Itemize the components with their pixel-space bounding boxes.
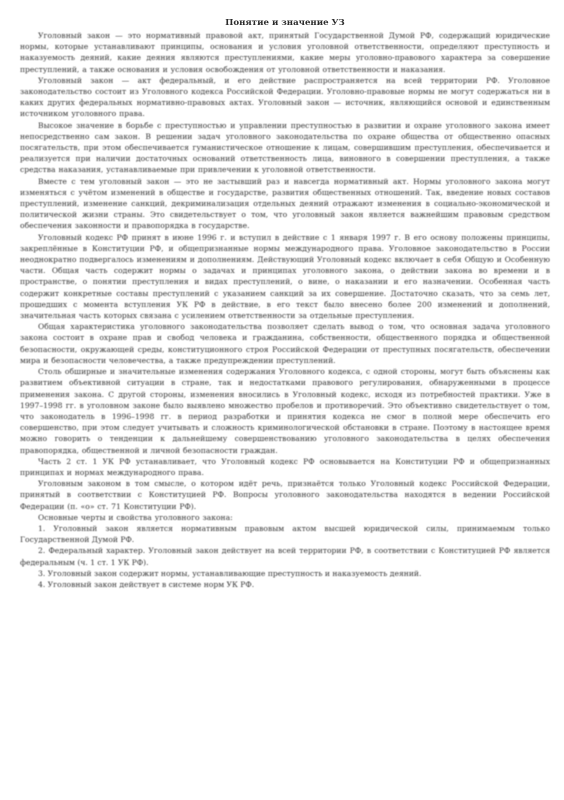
paragraph-7: Столь обширные и значительные изменения содержания Уголовного кодекса, с одной стороны, могут быть объяснены как развитием объективной ситуации в стране, так и недостатками правового регулирования, обнаруженными в процессе применения закона. С другой стороны, изменения вносились в Уголовный кодекс, исходя из потребностей практики. Уже в 1997–1998 гг. в уголовном законе было выявлено множество пробелов и противоречий. Это объективно свидетельствует о том, что законодатель в 1996–1998 гг. в период разработки и принятия кодекса не смог в полной мере обеспечить его совершенство, при этом следует учитывать и сложность криминологической обстановки в стране. Поэтому в настоящее время можно говорить о тенденции к дальнейшему совершенствованию уголовного законодательства в целях обеспечения правопорядка, общественной и личной безопасности граждан. [20, 367, 550, 455]
list-item-4: 4. Уголовный закон действует в системе норм УК РФ. [38, 579, 255, 589]
list-item-2: 2. Федеральный характер. Уголовный закон действует на всей территории РФ, в соответствии с Конституцией РФ является федеральным (ч. 1 ст. 1 УК РФ). [20, 546, 550, 567]
paragraph-4: Вместе с тем уголовный закон — это не застывший раз и навсегда нормативный акт. Нормы уголовного закона могут изменяться с учётом изменений в обществе и государстве, развития общественных отношений. Так, введение новых составов преступлений, изменение санкций, декриминализация отдельных деяний отражают изменения в социально-экономической и политической жизни страны. Это свидетельствует о том, что уголовный закон является важнейшим правовым средством обеспечения законности и правопорядка в государстве. [20, 176, 550, 231]
paragraph-1: Уголовный закон — это нормативный правовой акт, принятый Государственной Думой РФ, содержащий юридические нормы, которые устанавливают принципы, основания и условия уголовной ответственности, определяют преступность и наказуемость деяний, какие деяния являются преступлениями, какие меры уголовно-правового характера за совершение преступлений, а также основания и условия освобождения от уголовной ответственности и наказания. [20, 31, 550, 74]
document-title: Понятие и значение УЗ [225, 18, 345, 28]
list-item-1: 1. Уголовный закон является нормативным правовым актом высшей юридической силы, принимаемым только Государственной Думой РФ. [20, 523, 550, 545]
paragraph-3: Высокое значение в борьбе с преступностью и управлении преступностью в развитии и охране уголовного закона имеет непосредственно сам закон. В решении задач уголовного законодательства по охране общества от общественно опасных посягательств, при этом обеспечивается гуманистическое отношение к лицам, совершившим преступления, обеспечивается и реализуется при наличии достаточных оснований ответственность лица, виновного в совершении преступления, а также средства наказания, устанавливаемые при привлечении к уголовной ответственности. [20, 120, 550, 175]
paragraph-9: Уголовным законом в том смысле, о котором идёт речь, признаётся только Уголовный кодекс Российской Федерации, принятый в соответствии с Конституцией РФ. Вопросы уголовного законодательства находятся в ведении Российской Федерации (п. «о» ст. 71 Конституции РФ). [20, 479, 550, 511]
paragraph-10: Основные черты и свойства уголовного закона: [38, 512, 233, 522]
paragraph-8: Часть 2 ст. 1 УК РФ устанавливает, что Уголовный кодекс РФ основывается на Конституции РФ и общепризнанных принципах и нормах международного права. [20, 456, 550, 477]
paragraph-6: Общая характеристика уголовного законодательства позволяет сделать вывод о том, что основная задача уголовного закона состоит в охране прав и свобод человека и гражданина, собственности, общественного порядка и общественной безопасности, окружающей среды, конституционного строя Российской Федерации от преступных посягательств, обеспечении мира и безопасности человечества, а также предупреждении преступлений. [20, 322, 550, 365]
list-item-3: 3. Уголовный закон содержит нормы, устанавливающие преступность и наказуемость деяний. [38, 568, 422, 578]
paragraph-5: Уголовный кодекс РФ принят в июне 1996 г. и вступил в действие с 1 января 1997 г. В его основу положены принципы, закреплённые в Конституции РФ, и общепризнанные нормы международного права. Уголовное законодательство в России неоднократно подвергалось изменениям и дополнениям. Действующий Уголовный кодекс включает в себя Общую и Особенную части. Общая часть содержит нормы о задачах и принципах уголовного закона, о действии закона во времени и в пространстве, о понятии преступления и видах преступлений, о вине, о наказании и его назначении. Особенная часть содержит конкретные составы преступлений с указанием санкций за их совершение. Достаточно сказать, что за семь лет, прошедших с момента вступления УК РФ в действие, в его текст было внесено более 200 изменений и дополнений, значительная часть которых связана с усилением ответственности за отдельные преступления. [20, 232, 550, 321]
paragraph-2: Уголовный закон — акт федеральный, и его действие распространяется на всей территории РФ. Уголовное законодательство состоит из Уголовного кодекса Российской Федерации. Уголовно-правовые нормы не могут содержаться ни в каких других федеральных нормативно-правовых актах. Уголовный закон — источник, являющийся основой и единственным источником уголовного права. [20, 75, 550, 119]
